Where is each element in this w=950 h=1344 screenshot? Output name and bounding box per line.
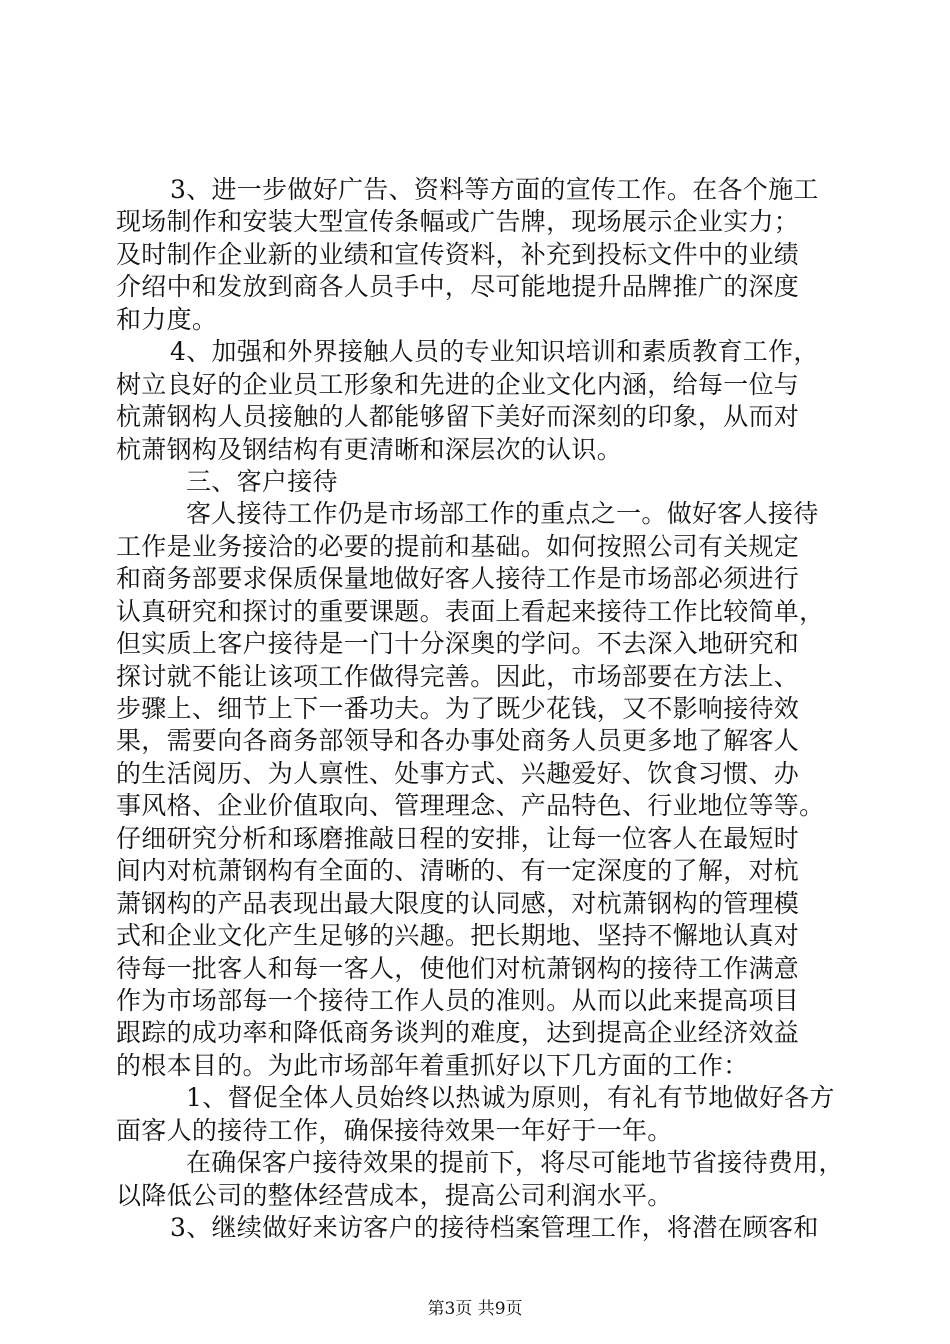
text-line: 面客人的接待工作，确保接待效果一年好于一年。 xyxy=(116,1115,673,1145)
text-line: 的根本目的。为此市场部年着重抓好以下几方面的工作： xyxy=(116,1050,749,1080)
text-line: 间内对杭萧钢构有全面的、清晰的、有一定深度的了解，对杭 xyxy=(116,856,800,886)
text-line: 萧钢构的产品表现出最大限度的认同感，对杭萧钢构的管理模 xyxy=(116,888,800,918)
text-line: 果，需要向各商务部领导和各办事处商务人员更多地了解客人 xyxy=(116,726,800,756)
text-line: 以降低公司的整体经营成本，提高公司利润水平。 xyxy=(116,1180,673,1210)
text-line: 仔细研究分析和琢磨推敲日程的安排，让每一位客人在最短时 xyxy=(116,823,800,853)
text-line: 三、客户接待 xyxy=(186,466,338,496)
text-line: 跟踪的成功率和降低商务谈判的难度，达到提高企业经济效益 xyxy=(116,1018,800,1048)
text-line: 作为市场部每一个接待工作人员的准则。从而以此来提高项目 xyxy=(116,985,800,1015)
text-line: 4、加强和外界接触人员的专业知识培训和素质教育工作， xyxy=(170,337,819,367)
text-line: 杭萧钢构及钢结构有更清晰和深层次的认识。 xyxy=(116,434,623,464)
text-line: 认真研究和探讨的重要课题。表面上看起来接待工作比较简单， xyxy=(116,596,825,626)
document-body xyxy=(116,174,844,1244)
text-line: 和商务部要求保质保量地做好客人接待工作是市场部必须进行 xyxy=(116,564,800,594)
text-line: 在确保客户接待效果的提前下，将尽可能地节省接待费用， xyxy=(186,1148,844,1178)
text-line: 现场制作和安装大型宣传条幅或广告牌，现场展示企业实力； xyxy=(116,207,800,237)
text-line: 及时制作企业新的业绩和宣传资料，补充到投标文件中的业绩 xyxy=(116,239,800,269)
text-line: 的生活阅历、为人禀性、处事方式、兴趣爱好、饮食习惯、办 xyxy=(116,758,800,788)
text-line: 和力度。 xyxy=(116,304,218,334)
text-line: 杭萧钢构人员接触的人都能够留下美好而深刻的印象，从而对 xyxy=(116,402,800,432)
text-line: 事风格、企业价值取向、管理理念、产品特色、行业地位等等。 xyxy=(116,791,825,821)
text-line: 3、继续做好来访客户的接待档案管理工作，将潜在顾客和 xyxy=(170,1213,819,1242)
page-number-label: 第3页 共9页 xyxy=(427,1299,523,1319)
text-line: 式和企业文化产生足够的兴趣。把长期地、坚持不懈地认真对 xyxy=(116,921,800,951)
text-line: 工作是业务接洽的必要的提前和基础。如何按照公司有关规定 xyxy=(116,531,800,561)
text-line: 树立良好的企业员工形象和先进的企业文化内涵，给每一位与 xyxy=(116,369,800,399)
text-line: 3、进一步做好广告、资料等方面的宣传工作。在各个施工 xyxy=(170,175,819,204)
text-line: 客人接待工作仍是市场部工作的重点之一。做好客人接待 xyxy=(186,499,819,529)
text-line: 待每一批客人和每一客人，使他们对杭萧钢构的接待工作满意 xyxy=(116,953,800,983)
text-line: 但实质上客户接待是一门十分深奥的学问。不去深入地研究和 xyxy=(116,629,800,659)
text-line: 步骤上、细节上下一番功夫。为了既少花钱，又不影响接待效 xyxy=(116,694,800,723)
text-line: 探讨就不能让该项工作做得完善。因此，市场部要在方法上、 xyxy=(116,661,800,691)
text-line: 介绍中和发放到商各人员手中，尽可能地提升品牌推广的深度 xyxy=(116,272,800,302)
text-line: 1、督促全体人员始终以热诚为原则，有礼有节地做好各方 xyxy=(186,1083,835,1113)
page-footer xyxy=(0,1298,950,1320)
